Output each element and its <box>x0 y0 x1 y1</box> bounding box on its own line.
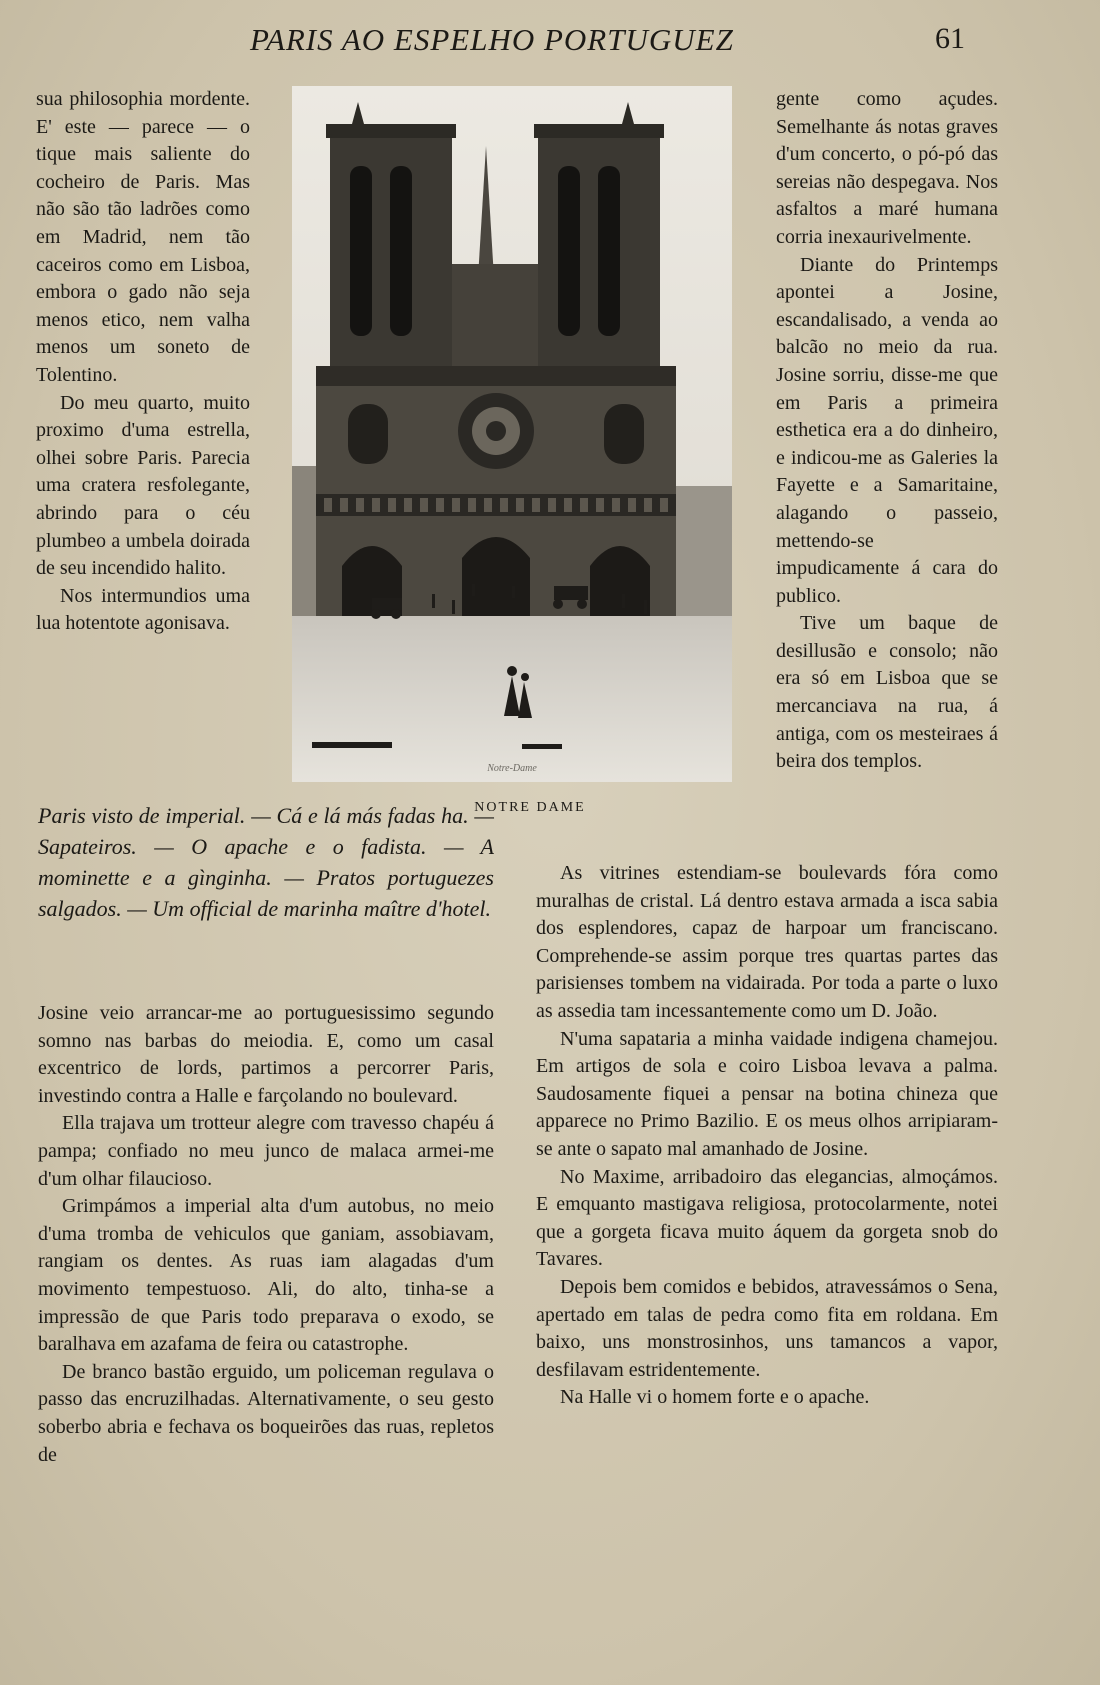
paragraph: N'uma sapataria a minha vaidade indigena chamejou. Em artigos de sola e coiro Lisboa levava a palma. Saudosamente fiquei a pensar na botina chineza que apparece no Primo Bazilio. E os meus olhos arripiaram-se ante o sapato mal amanhado de Josine. <box>536 1027 998 1160</box>
paragraph: sua philosophia mordente. E' este — parece — o tique mais saliente do cocheiro de Paris. Mas não são tão ladrões como em Madrid, nem tão caceiros como em Lisboa, embora o gado não seja menos etico, nem valha menos um soneto de Tolentino. <box>36 88 250 386</box>
running-head <box>0 18 1100 68</box>
paragraph: gente como açudes. Semelhante ás notas graves d'um concerto, o pó-pó das sereias não despegava. Nos asfaltos a maré humana corria inexaurivelmente. <box>776 88 998 248</box>
paragraph: As vitrines estendiam-se boulevards fóra como muralhas de cristal. Lá dentro estava armada a isca sabia dos esplendores, capaz de harpoar um franciscano. Comprehende-se assim porque tres quartas partes das parisienses tombem na vidairada. Por toda a parte o luxo as assedia tam incessantemente como um D. João. <box>536 862 998 1022</box>
paragraph: Nos intermundios uma lua hotentote agonisava. <box>36 584 250 635</box>
cathedral-illustration <box>292 86 732 782</box>
column-top-right <box>776 86 998 776</box>
paragraph: Tive um baque de desillusão e consolo; não era só em Lisboa que se mercanciava na rua, á antiga, com os mesteiraes á beira dos templos. <box>776 612 998 773</box>
page-number: 61 <box>935 22 965 55</box>
paragraph: Grimpámos a imperial alta d'um autobus, no meio d'uma tromba de vehiculos que ganiam, assobiavam, rangiam os dentes. As ruas iam alagadas d'um movimento tempestuoso. Ali, do alto, tinha-se a impressão de que Paris todo preparava o exodo, se baralhava em azafama de feira ou catastrophe. <box>38 1195 494 1356</box>
running-title: PARIS AO ESPELHO PORTUGUEZ <box>250 22 734 57</box>
column-bottom-left <box>38 1000 494 1469</box>
notre-dame-photograph <box>292 86 732 782</box>
paragraph: Ella trajava um trotteur alegre com travesso chapéu á pampa; confiado no meu junco de malaca armei-me d'um olhar filaucioso. <box>38 1112 494 1190</box>
chapter-summary: Paris visto de imperial. — Cá e lá más fadas ha. — Sapateiros. — O apache e o fadista. — A mominette e a gìnginha. — Pratos portuguezes salgados. — Um official de marinha maître d'hotel. <box>38 803 494 921</box>
paragraph: No Maxime, arribadoiro das elegancias, almoçámos. E emquanto mastigava religiosa, protocolarmente, notei que a gorgeta ficava muito áquem da gorgeta snob do Tavares. <box>536 1165 998 1271</box>
paragraph: Josine veio arrancar-me ao portuguesissimo segundo somno nas barbas do meiodia. E, como um casal excentrico de lords, partimos a percorrer Paris, investindo contra a Halle e farçolando no boulevard. <box>38 1002 494 1107</box>
photo-credit: Notre-Dame <box>487 763 537 774</box>
photo-caption: NOTRE DAME <box>474 800 586 815</box>
paragraph: Na Halle vi o homem forte e o apache. <box>560 1386 870 1409</box>
paragraph: Depois bem comidos e bebidos, atravessámos o Sena, apertado em talas de pedra como fita em roldana. Em baixo, uns monstrosinhos, uns tamancos a vapor, desfilavam estridentemente. <box>536 1275 998 1381</box>
paragraph: Do meu quarto, muito proximo d'uma estrella, olhei sobre Paris. Parecia uma cratera resfolegante, abrindo para o céu plumbeo a umbela doirada de seu incendido halito. <box>36 391 250 580</box>
paragraph: Diante do Printemps apontei a Josine, escandalisado, a venda ao balcão no meio da rua. Josine sorriu, disse-me que em Paris a primeira esthetica era a do dinheiro, e indicou-me as Galeries la Fayette e a Samaritaine, alagando o passeio, mettendo-se impudicamente á cara do publico. <box>776 253 998 607</box>
paragraph: De branco bastão erguido, um policeman regulava o passo das encruzilhadas. Alternativamente, o seu gesto soberbo abria e fechava os boqueirões das ruas, repletos de <box>38 1360 494 1466</box>
column-top-left <box>36 86 250 638</box>
column-bottom-right <box>536 860 998 1412</box>
